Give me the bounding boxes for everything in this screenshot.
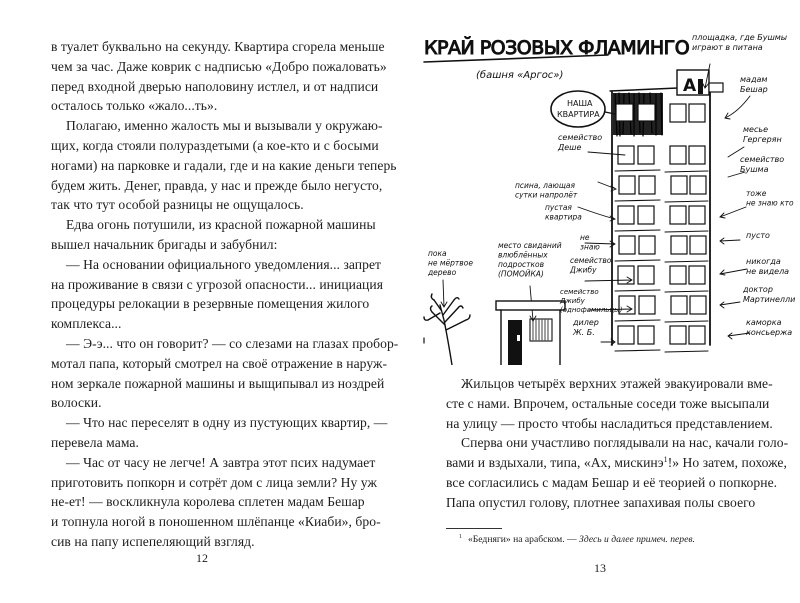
label-line: мадам: [740, 75, 768, 84]
text-line-content: в туалет буквально на секунду. Квартира сгорела меньше: [51, 39, 385, 54]
label-line: не мёртвое: [428, 258, 473, 268]
page-number-right: 13: [594, 561, 606, 575]
text-line: [51, 433, 355, 453]
label-line: пока: [428, 249, 447, 258]
tree: [424, 294, 470, 365]
footnote-marker: 1: [459, 534, 462, 540]
text-line-content: перед входной дверью наполовину истлел, и от надписи: [51, 78, 379, 94]
label-line: семейство: [570, 256, 612, 265]
text-line: [446, 433, 789, 453]
roof-sign-letter: А: [683, 76, 697, 96]
label-line: квартира: [545, 212, 582, 222]
text-line: [51, 136, 379, 156]
text-line: [51, 255, 382, 275]
text-line-content: на проживание в связи с угрозой опасности... инициация: [51, 276, 384, 292]
label-line: Гергерян: [743, 135, 782, 144]
text-line-content: щих, когда стояли полураздетыми (а кое-кто и с босыми: [51, 137, 379, 153]
text-line: [446, 414, 773, 434]
label-line: Деше: [558, 143, 582, 152]
text-line-content: ном зеркале пожарной машины и выщипывал из ноздрей: [51, 375, 385, 391]
text-line-content: — Что нас переселят в одну из пустующих квартир, —: [66, 415, 388, 431]
text-line: [446, 493, 756, 513]
text-line: [51, 215, 376, 235]
label-dealer: [572, 318, 599, 337]
window: [671, 296, 687, 314]
label-line: пусто: [746, 231, 770, 240]
window: [619, 236, 635, 254]
illustration-subtitle: (башня «Аргос»): [476, 70, 564, 81]
label-bush: [740, 155, 784, 174]
text-line: [51, 374, 385, 394]
floor-line: [615, 320, 708, 322]
text-line-content: приготовить попкорн и сотрёт дом с лица земли? Ну уж: [51, 474, 377, 490]
label-concierge: [746, 318, 792, 337]
window: [689, 326, 705, 344]
label-line: месье: [743, 125, 768, 134]
left-page-text: [51, 37, 399, 552]
text-line-content: мотал папа, который смотрел на своё отражение в наруж-: [51, 355, 388, 371]
window: [671, 176, 687, 194]
label-line: подростков: [498, 260, 545, 269]
label-empty-apt: [545, 203, 582, 222]
label-line: семейство: [558, 133, 603, 142]
label-line: тоже: [746, 189, 767, 198]
label-jibu1: [569, 256, 612, 275]
text-line-content: перевела мама.: [51, 434, 139, 450]
window: [639, 176, 655, 194]
window: [638, 206, 654, 224]
text-line: [446, 473, 778, 493]
label-line: не: [580, 233, 590, 242]
label-line: не знаю кто: [746, 198, 794, 208]
window: [619, 176, 635, 194]
text-line: [51, 116, 383, 136]
text-line-content: все согласились с мадам Бешар и её теорией о попкорне.: [446, 474, 778, 490]
bubble-text-line2: КВАРТИРА: [557, 110, 600, 119]
text-line: [51, 532, 355, 552]
label-dont-know: [580, 233, 600, 252]
floor-line: [615, 200, 708, 202]
window: [670, 104, 686, 122]
page-number-left: 12: [196, 551, 208, 565]
text-line-content: и топнула ногой в поношенном шлёпанце «Киаби», бро-: [51, 514, 381, 530]
text-line: [51, 235, 355, 255]
building-illustration: [410, 20, 800, 365]
label-line: Джибу: [570, 265, 597, 275]
label-desh: [557, 133, 602, 152]
right-page-text: [446, 374, 789, 513]
floor-line: [615, 290, 708, 292]
label-line: семейство: [740, 155, 785, 164]
window: [689, 146, 705, 164]
window: [618, 266, 634, 284]
text-line: [446, 394, 770, 414]
text-line: [446, 453, 787, 473]
text-line: [51, 96, 355, 116]
text-line-content: Полагаю, именно жалость мы и вызывали у окружаю-: [66, 118, 383, 134]
illustration-title: КРАЙ РОЗОВЫХ ФЛАМИНГО: [424, 37, 690, 59]
label-cat: [515, 181, 578, 200]
text-line: [51, 512, 381, 532]
label-roof: [692, 33, 787, 52]
label-empty: [746, 231, 770, 240]
text-line: [51, 393, 355, 413]
label-martin: [742, 285, 795, 304]
label-line: дилер: [573, 318, 599, 327]
text-line-content: вышел начальник бригады и забубнил:: [51, 236, 278, 252]
window: [639, 296, 655, 314]
window: [690, 296, 706, 314]
text-line-content: — Час от часу не легче! А завтра этот псих надумает: [66, 454, 376, 470]
window: [690, 236, 706, 254]
window: [689, 104, 705, 122]
text-line: [51, 37, 385, 57]
label-line: пустая: [545, 203, 572, 212]
text-line-content: сте с нами. Впрочем, остальные соседи тоже высыпали: [446, 395, 770, 411]
label-dump: [498, 241, 562, 279]
text-line: [51, 473, 377, 493]
building-floors: [615, 170, 708, 352]
dump-shed: [496, 301, 565, 365]
label-line: каморка: [746, 318, 782, 327]
footnote: [459, 534, 695, 545]
text-line-content: сив на папу испепеляющий взгляд.: [51, 533, 255, 549]
label-never-saw: [746, 257, 789, 276]
label-line: доктор: [743, 285, 773, 294]
text-line-content: вами и вздыхали, типа, «Ах, мискинэ: [446, 455, 664, 471]
text-line-content: процедуры релокации в резервные помещения жилого: [51, 296, 370, 312]
text-line-content: так что тут особой разницы не ощущалось.: [51, 197, 304, 213]
text-line-continuation: !» Но затем, похоже,: [667, 455, 787, 471]
window: [638, 266, 654, 284]
text-line-content: будем жить. Денег, правда, у нас и прежде было негусто,: [51, 177, 383, 193]
label-line: Бешар: [740, 85, 768, 94]
text-line: [51, 354, 388, 374]
text-line-content: на улицу — просто чтобы насладиться представлением.: [446, 415, 773, 431]
text-line: [446, 374, 773, 394]
text-line-content: не-ет! — воскликнула королева сплетен мадам Бешар: [51, 494, 365, 510]
annotation-arrows: [441, 64, 750, 345]
window: [689, 206, 705, 224]
text-line: [51, 195, 355, 215]
footnote-reference[interactable]: 1: [663, 455, 668, 465]
footnote-text: «Бедняги» на арабском. —: [468, 534, 580, 545]
window: [670, 326, 686, 344]
text-line-content: — Э-э... что он говорит? — со слезами на глазах пробор-: [66, 335, 399, 351]
text-line: [51, 156, 397, 176]
floor-line: [615, 170, 708, 172]
floor-line: [615, 350, 708, 352]
label-line: консьержа: [746, 328, 793, 337]
text-line: [51, 77, 379, 97]
text-line: [51, 413, 388, 433]
text-line-content: Сперва они участливо поглядывали на нас, качали голо-: [461, 435, 789, 451]
label-unknown-who: [746, 189, 794, 208]
label-besh: [740, 75, 768, 94]
text-line-content: Жильцов четырёх верхних этажей эвакуировали вме-: [461, 376, 773, 391]
label-line: не видела: [746, 267, 790, 276]
label-line: площадка, где Бушмы: [692, 33, 788, 42]
text-line-content: осталось только «жало...ть».: [51, 98, 218, 114]
label-line: псина, лающая: [515, 181, 576, 190]
text-line-content: ногами) на парковке и гадали, где и на какие деньги теперь: [51, 157, 397, 173]
window: [671, 236, 687, 254]
floor-line: [615, 230, 708, 232]
text-line-content: Папа опустил голову, плотнее запахивая полы своего: [446, 494, 756, 510]
window: [689, 266, 705, 284]
text-line: [51, 176, 383, 196]
text-line-content: комплекса...: [51, 316, 122, 332]
window: [690, 176, 706, 194]
label-line: место свиданий: [498, 241, 562, 250]
text-line: [51, 275, 384, 295]
label-line: влюблённых: [498, 250, 548, 260]
text-line: [51, 334, 399, 354]
bubble-text-line1: НАША: [567, 99, 593, 108]
label-gerg: [743, 125, 782, 144]
label-line: Ж. Б.: [573, 328, 595, 337]
window: [638, 326, 654, 344]
text-line: [51, 492, 365, 512]
label-line: сутки напролёт: [515, 190, 578, 200]
label-line: Мартинелли: [743, 295, 796, 304]
label-line: никогда: [746, 257, 781, 266]
text-line-content: Едва огонь потушили, из красной пожарной машины: [66, 217, 376, 233]
label-line: дерево: [428, 268, 457, 277]
window: [670, 266, 686, 284]
window: [670, 206, 686, 224]
text-line: [51, 453, 376, 473]
window: [638, 146, 654, 164]
window: [670, 146, 686, 164]
our-apartment-bubble: [551, 91, 605, 127]
text-line-content: волоски.: [51, 395, 102, 411]
label-tree: [427, 249, 473, 277]
text-line: [51, 294, 370, 314]
label-line: (однофамильцы): [560, 306, 623, 314]
window: [639, 236, 655, 254]
window: [618, 206, 634, 224]
label-line: знаю: [580, 242, 600, 252]
footnote-rule: [446, 528, 502, 529]
window: [618, 326, 634, 344]
label-line: Джибу: [560, 297, 585, 305]
label-line: Бушма: [740, 165, 769, 174]
text-line: [51, 57, 387, 77]
floor-line: [615, 260, 708, 262]
label-line: играют в питана: [692, 43, 763, 52]
footnote-italic: Здесь и далее примеч. перев.: [579, 534, 695, 545]
burned-apartment: [613, 93, 663, 136]
text-line-content: чем за час. Даже коврик с надписью «Добро пожаловать»: [51, 58, 387, 74]
building-roof: [610, 88, 678, 91]
label-line: (ПОМОЙКА): [498, 269, 544, 279]
label-jibu2: [559, 288, 623, 314]
text-line-content: — На основании официального уведомления... запрет: [66, 256, 382, 272]
text-line: [51, 314, 355, 334]
label-line: семейство: [560, 288, 599, 296]
